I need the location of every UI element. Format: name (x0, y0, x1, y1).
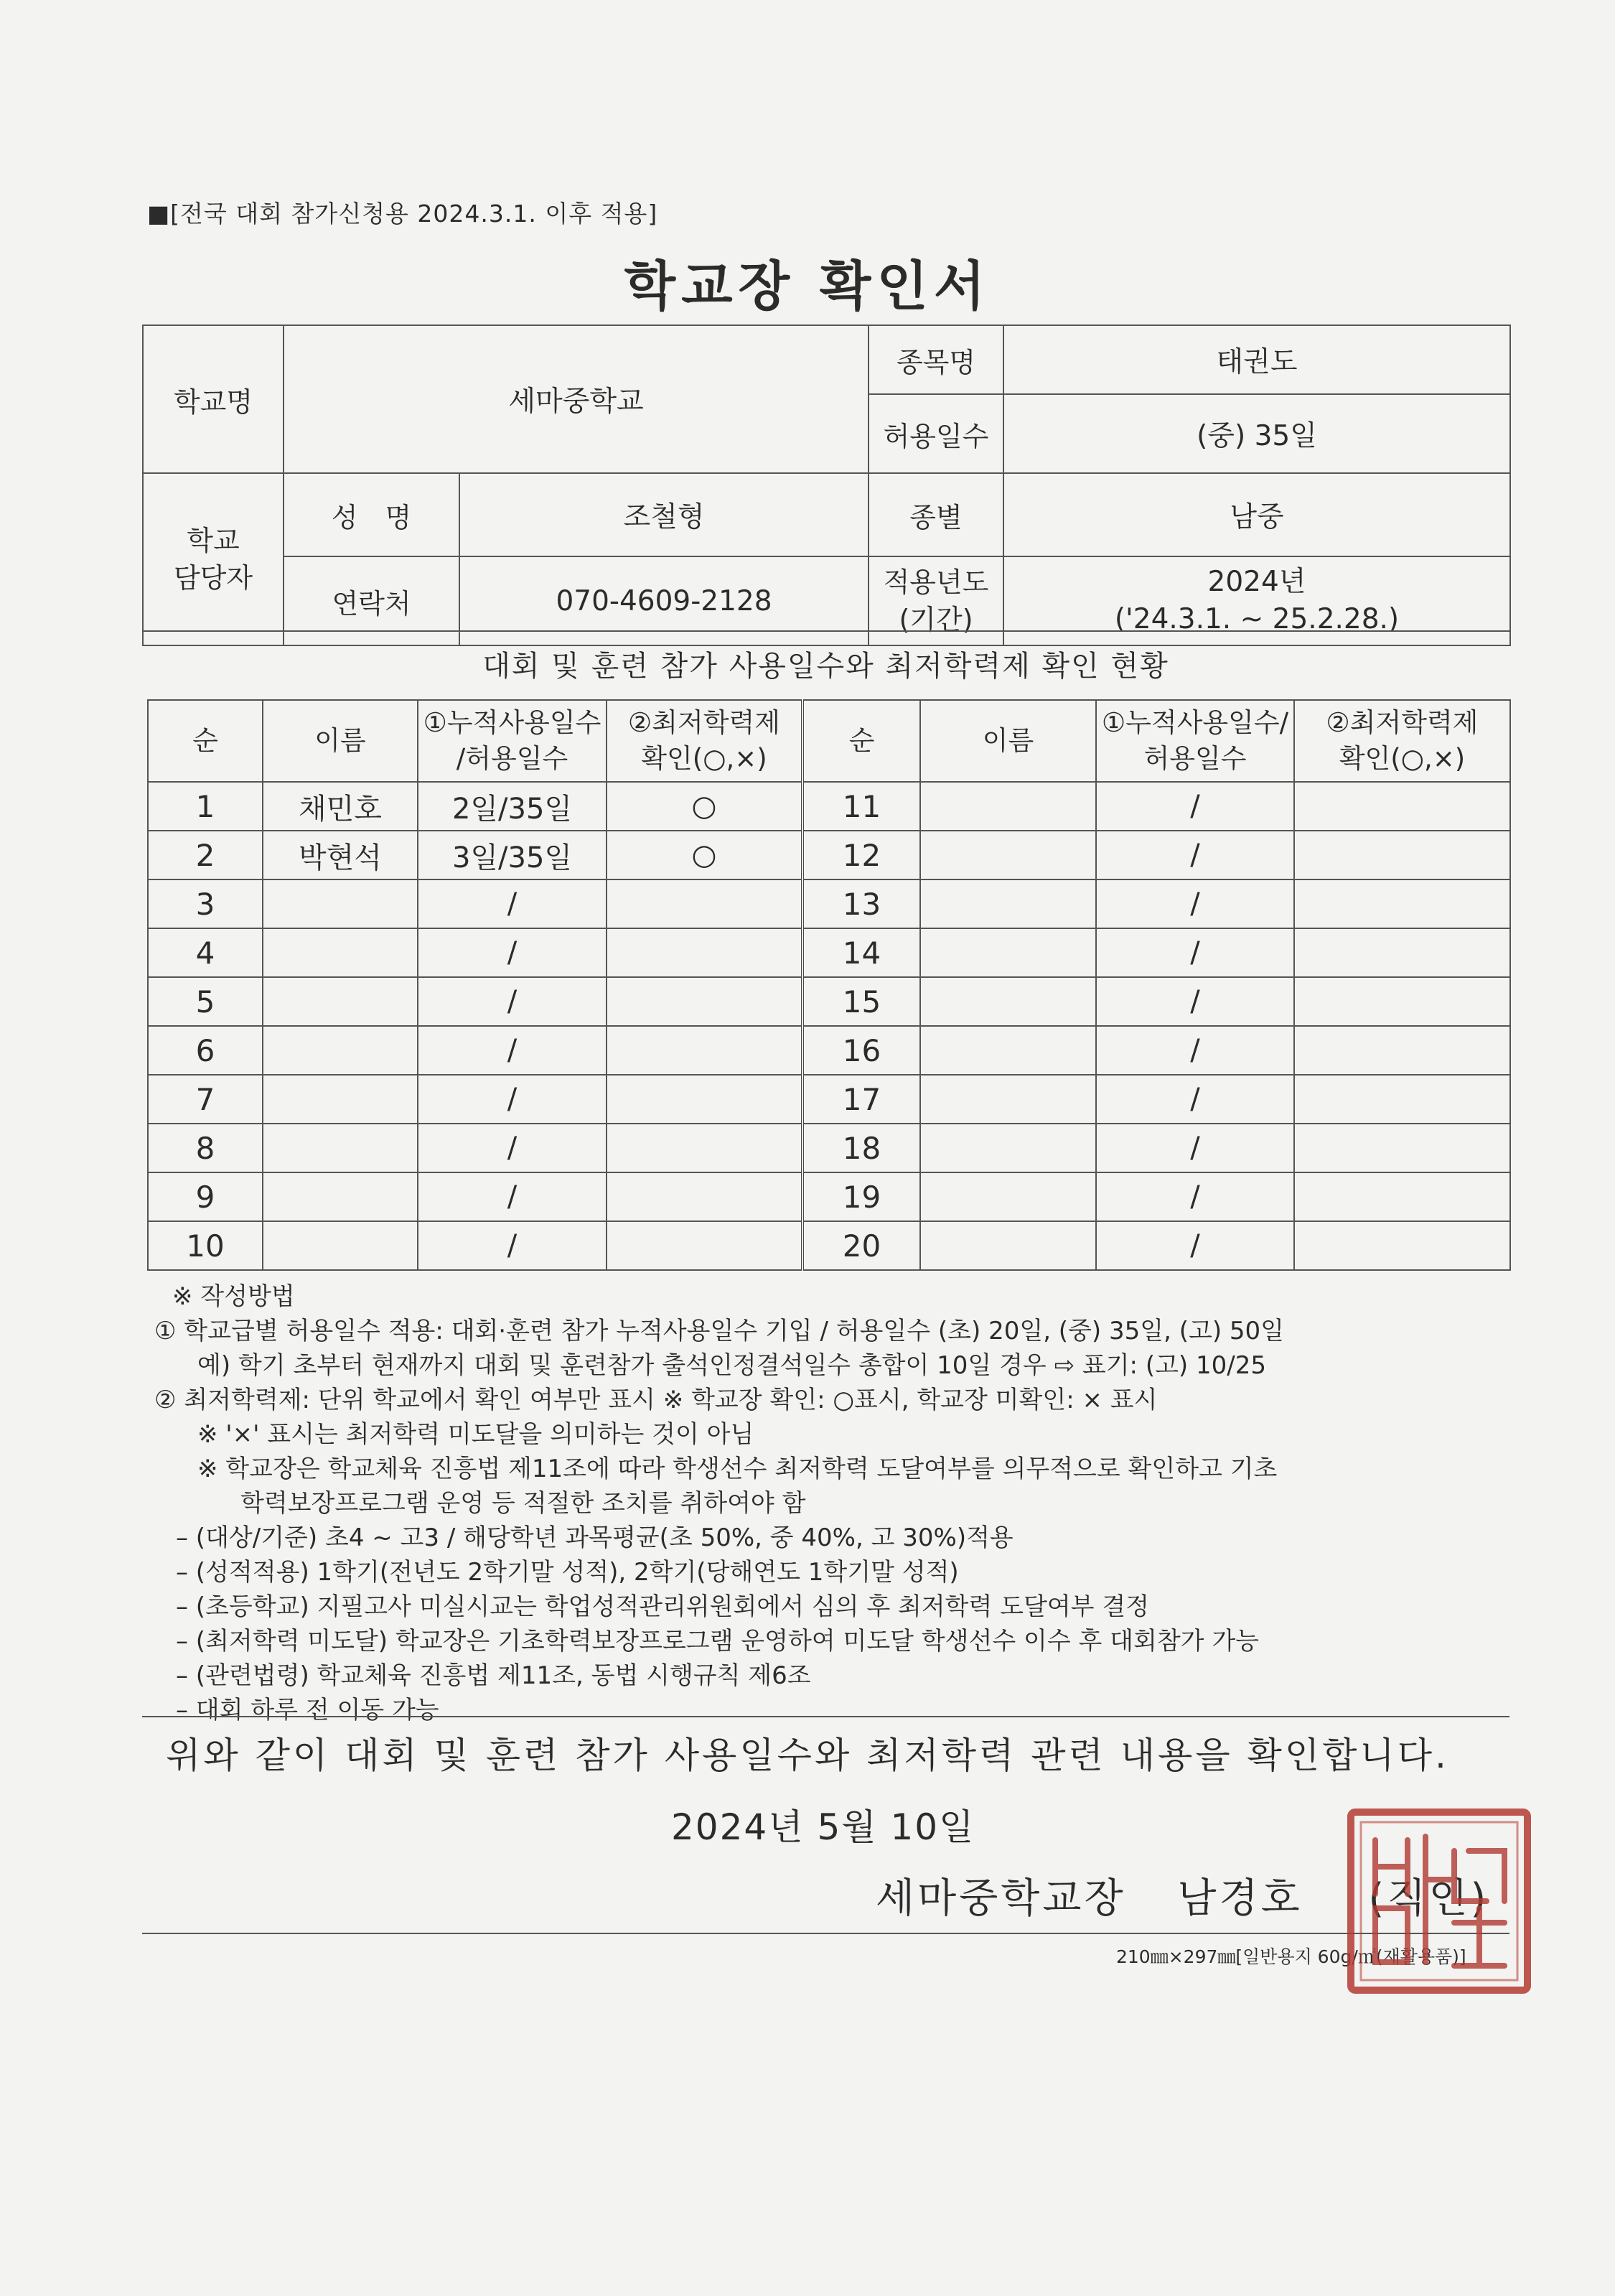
year-label-line2: (기간) (899, 604, 973, 635)
row-name: 채민호 (263, 782, 418, 831)
detail-1: – (대상/기준) 초4 ~ 고3 / 해당학년 과목평균(초 50%, 중 40%, 고 30%)적용 (176, 1523, 1014, 1552)
row-no-right: 15 (802, 977, 920, 1026)
row-check (607, 1172, 802, 1221)
row-no-right: 14 (802, 928, 920, 977)
row-no: 3 (148, 879, 263, 928)
row-days: 3일/35일 (418, 831, 607, 879)
row-name (263, 1026, 418, 1075)
row-check (607, 1124, 802, 1172)
row-days: / (418, 1221, 607, 1270)
row-no: 2 (148, 831, 263, 879)
row-no: 4 (148, 928, 263, 977)
row-no: 9 (148, 1172, 263, 1221)
row-days: 2일/35일 (418, 782, 607, 831)
row-check-right (1294, 1124, 1510, 1172)
row-days: / (418, 1026, 607, 1075)
row-name-right (920, 1124, 1096, 1172)
row-check (607, 928, 802, 977)
col-check-right-line2: 확인(○,×) (1339, 743, 1466, 774)
row-no: 7 (148, 1075, 263, 1124)
detail-3: – (초등학교) 지필고사 미실시교는 학업성적관리위원회에서 심의 후 최저학력 도달여부 결정 (176, 1592, 1150, 1621)
row-days-right: / (1096, 1172, 1294, 1221)
row-no: 8 (148, 1124, 263, 1172)
table-row (148, 1124, 1510, 1172)
row-name-right (920, 831, 1096, 879)
usage-table (147, 699, 1511, 1271)
row-name (263, 977, 418, 1026)
col-days-right-line1: ①누적사용일수/ (1101, 707, 1289, 738)
col-name: 이름 (263, 700, 418, 782)
row-name (263, 1075, 418, 1124)
form-header-label: ■[전국 대회 참가신청용 2024.3.1. 이후 적용] (147, 200, 658, 228)
row-check (607, 977, 802, 1026)
name-value: 조철형 (459, 473, 869, 556)
paper-spec-note: 210㎜×297㎜[일반용지 60g/㎡(재활용품)] (1116, 1946, 1466, 1967)
table-row (148, 977, 1510, 1026)
col-check-right-line1: ②최저학력제 (1326, 707, 1479, 738)
row-check-right (1294, 977, 1510, 1026)
row-check: ○ (607, 782, 802, 831)
row-no: 5 (148, 977, 263, 1026)
table-row (148, 782, 1510, 831)
allowed-days-value: (중) 35일 (1003, 394, 1510, 473)
row-name-right (920, 1075, 1096, 1124)
detail-2: – (성적적용) 1학기(전년도 2학기말 성적), 2학기(당해연도 1학기말 성적) (176, 1558, 959, 1587)
row-days-right: / (1096, 928, 1294, 977)
row-check-right (1294, 1075, 1510, 1124)
row-no-right: 16 (802, 1026, 920, 1075)
table-row (148, 928, 1510, 977)
sport-label: 종목명 (869, 325, 1003, 394)
school-seal-stamp (1347, 1808, 1532, 1994)
row-check (607, 879, 802, 928)
detail-5: – (관련법령) 학교체육 진흥법 제11조, 동법 시행규칙 제6조 (176, 1661, 811, 1690)
confirmation-statement: 위와 같이 대회 및 훈련 참가 사용일수와 최저학력 관련 내용을 확인합니다. (166, 1735, 1449, 1776)
row-name-right (920, 1026, 1096, 1075)
row-days-right: / (1096, 1124, 1294, 1172)
table-row (148, 1026, 1510, 1075)
contact-label: 연락처 (284, 556, 459, 645)
row-no: 6 (148, 1026, 263, 1075)
school-name-value: 세마중학교 (284, 325, 869, 473)
row-no: 1 (148, 782, 263, 831)
col-check-right (1294, 700, 1510, 782)
row-days-right: / (1096, 1026, 1294, 1075)
category-label: 종별 (869, 473, 1003, 556)
row-check-right (1294, 782, 1510, 831)
note-2-b: ※ 학교장은 학교체육 진흥법 제11조에 따라 학생선수 최저학력 도달여부를 의무적으로 확인하고 기초 (197, 1455, 1278, 1483)
row-name (263, 879, 418, 928)
row-days-right: / (1096, 831, 1294, 879)
section-title: 대회 및 훈련 참가 사용일수와 최저학력제 확인 현황 (142, 630, 1509, 701)
table-row (148, 831, 1510, 879)
row-days-right: / (1096, 782, 1294, 831)
contact-value: 070-4609-2128 (459, 556, 869, 645)
table-row (148, 1172, 1510, 1221)
category-value: 남중 (1003, 473, 1510, 556)
row-name-right (920, 1172, 1096, 1221)
col-days-line1: ①누적사용일수 (423, 707, 601, 738)
seal-note: (직인) (1368, 1875, 1489, 1922)
usage-header-row (148, 700, 1510, 782)
row-no-right: 13 (802, 879, 920, 928)
row-name-right (920, 928, 1096, 977)
row-no: 10 (148, 1221, 263, 1270)
row-check-right (1294, 1221, 1510, 1270)
row-check-right (1294, 1026, 1510, 1075)
row-check (607, 1221, 802, 1270)
note-2: ② 최저학력제: 단위 학교에서 확인 여부만 표시 ※ 학교장 확인: ○표시, 학교장 미확인: × 표시 (154, 1386, 1158, 1414)
col-check-line2: 확인(○,×) (641, 743, 767, 774)
divider (142, 1933, 1509, 1934)
row-no-right: 11 (802, 782, 920, 831)
row-name: 박현석 (263, 831, 418, 879)
notes-heading: ※ 작성방법 (172, 1282, 295, 1311)
name-label: 성 명 (284, 473, 459, 556)
table-row (148, 879, 1510, 928)
row-check-right (1294, 879, 1510, 928)
sport-value: 태권도 (1003, 325, 1510, 394)
document-title: 학교장 확인서 (624, 256, 991, 317)
col-check (607, 700, 802, 782)
row-days-right: / (1096, 977, 1294, 1026)
row-name (263, 1124, 418, 1172)
note-2-a: ※ '×' 표시는 최저학력 미도달을 의미하는 것이 아님 (197, 1420, 754, 1449)
signer-name: 남경호 (1177, 1875, 1303, 1922)
row-days: / (418, 977, 607, 1026)
divider (142, 1716, 1509, 1717)
row-name-right (920, 879, 1096, 928)
signer-title: 세마중학교장 (876, 1875, 1126, 1922)
note-2-b-cont: 학력보장프로그램 운영 등 적절한 조치를 취하여야 함 (240, 1489, 806, 1518)
row-name-right (920, 782, 1096, 831)
school-info-table (142, 325, 1511, 646)
row-no-right: 12 (802, 831, 920, 879)
row-days-right: / (1096, 1075, 1294, 1124)
row-name (263, 928, 418, 977)
row-check: ○ (607, 831, 802, 879)
allowed-days-label: 허용일수 (869, 394, 1003, 473)
row-days-right: / (1096, 879, 1294, 928)
detail-6: – 대회 하루 전 이동 가능 (176, 1696, 439, 1725)
row-name-right (920, 977, 1096, 1026)
year-label-line1: 적용년도 (883, 566, 989, 598)
row-days: / (418, 1172, 607, 1221)
col-days-right (1096, 700, 1294, 782)
row-no-right: 20 (802, 1221, 920, 1270)
col-name-right: 이름 (920, 700, 1096, 782)
manager-label-line1: 학교 (187, 525, 240, 556)
year-value-line2: ('24.3.1. ~ 25.2.28.) (1114, 603, 1400, 635)
row-days: / (418, 1124, 607, 1172)
manager-label-line2: 담당자 (173, 562, 253, 594)
table-row (148, 1075, 1510, 1124)
col-no-right: 순 (802, 700, 920, 782)
col-check-line1: ②최저학력제 (628, 707, 780, 738)
row-check (607, 1075, 802, 1124)
row-name (263, 1172, 418, 1221)
note-1: ① 학교급별 허용일수 적용: 대회·훈련 참가 누적사용일수 기입 / 허용일수 (초) 20일, (중) 35일, (고) 50일 (154, 1317, 1284, 1345)
school-name-label: 학교명 (143, 325, 284, 473)
row-no-right: 18 (802, 1124, 920, 1172)
row-no-right: 19 (802, 1172, 920, 1221)
row-no-right: 17 (802, 1075, 920, 1124)
row-days: / (418, 1075, 607, 1124)
row-days: / (418, 928, 607, 977)
issue-date: 2024년 5월 10일 (671, 1806, 975, 1848)
manager-label (143, 473, 284, 645)
note-1-example: 예) 학기 초부터 현재까지 대회 및 훈련참가 출석인정결석일수 총합이 10일 경우 ⇨ 표기: (고) 10/25 (197, 1351, 1266, 1380)
table-row (148, 1221, 1510, 1270)
row-check-right (1294, 1172, 1510, 1221)
row-name (263, 1221, 418, 1270)
row-check-right (1294, 928, 1510, 977)
row-days-right: / (1096, 1221, 1294, 1270)
row-check-right (1294, 831, 1510, 879)
detail-4: – (최저학력 미도달) 학교장은 기초학력보장프로그램 운영하여 미도달 학생선수 이수 후 대회참가 가능 (176, 1627, 1260, 1656)
row-check (607, 1026, 802, 1075)
col-no: 순 (148, 700, 263, 782)
col-days-right-line2: 허용일수 (1143, 743, 1247, 774)
row-name-right (920, 1221, 1096, 1270)
row-days: / (418, 879, 607, 928)
year-value-line1: 2024년 (1207, 566, 1306, 598)
col-days (418, 700, 607, 782)
col-days-line2: /허용일수 (456, 743, 568, 774)
